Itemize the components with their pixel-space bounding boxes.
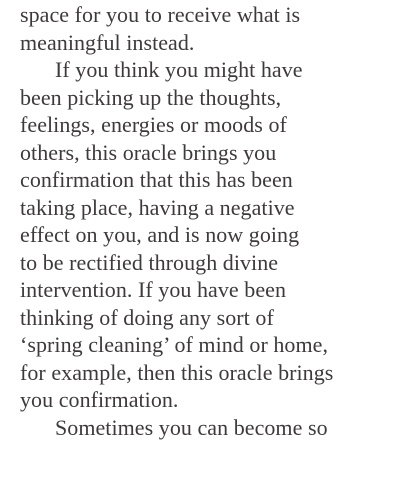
text-line: for example, then this oracle brings [20, 359, 334, 385]
text-line: feelings, energies or moods of [20, 112, 287, 137]
text-line: taking place, having a negative [20, 194, 295, 220]
text-line: to be rectified through divine [20, 249, 279, 275]
text-line: thinking of doing any sort of [20, 304, 274, 330]
text-line: you confirmation. [20, 387, 179, 412]
body-text [20, 1, 395, 441]
text-line: intervention. If you have been [20, 277, 287, 302]
text-line: been picking up the thoughts, [20, 84, 282, 110]
text-line: ‘spring cleaning’ of mind or home, [20, 332, 328, 357]
text-line: space for you to receive what is [20, 2, 301, 27]
paragraph-start-line: If you think you might have [55, 57, 303, 82]
text-line: effect on you, and is now going [20, 222, 300, 247]
text-line: confirmation that this has been [20, 167, 293, 192]
text-line: others, this oracle brings you [20, 139, 277, 165]
text-line: meaningful instead. [20, 29, 195, 55]
paragraph-start-line: Sometimes you can become so [55, 414, 328, 440]
